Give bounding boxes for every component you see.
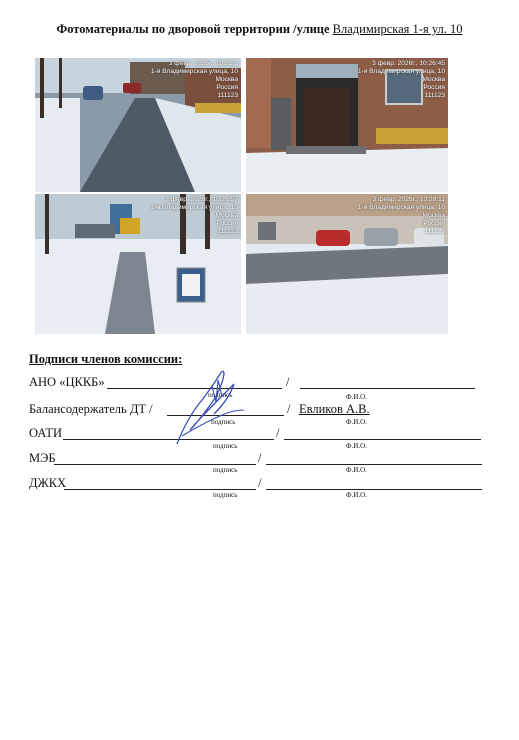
signatures-heading: Подписи членов комиссии: bbox=[29, 352, 183, 366]
caption-fio: Ф.И.О. bbox=[346, 491, 367, 499]
signature-line-dzhkkh[interactable] bbox=[64, 489, 256, 490]
caption-signature: подпись bbox=[208, 391, 233, 399]
photo-timestamp: 3 февр. 2026г., 10:25:3 1-я Владимирская улица, 10 Москва Россия 111123 bbox=[150, 60, 238, 99]
handwritten-signature bbox=[172, 366, 252, 448]
photo-parking bbox=[246, 194, 448, 334]
slash: / bbox=[286, 375, 290, 389]
title-address: Владимирская 1-я ул. 10 bbox=[332, 22, 463, 36]
photo-timestamp: 3 февр. 2026г., 10:26:57 1-я Владимирская улица, 10 Москва Россия 111123 bbox=[150, 196, 238, 235]
title-text: Фотоматериалы по дворовой территории /улице bbox=[56, 22, 330, 36]
fio-line-ano[interactable] bbox=[300, 388, 475, 389]
page-title bbox=[0, 22, 519, 37]
slash: / bbox=[258, 451, 262, 465]
caption-signature: подпись bbox=[213, 442, 238, 450]
slash: / bbox=[287, 402, 291, 416]
caption-signature: подпись bbox=[213, 491, 238, 499]
photo-yard-path bbox=[35, 58, 241, 192]
caption-fio: Ф.И.О. bbox=[346, 418, 367, 426]
fio-line-meb[interactable] bbox=[266, 464, 482, 465]
slash: / bbox=[276, 426, 280, 440]
photo-timestamp: 3 февр. 2026г., 10:28:11 1-я Владимирская улица, 10 Москва Россия 111123 bbox=[357, 196, 445, 235]
caption-signature: подпись bbox=[211, 418, 236, 426]
fio-line-oati[interactable] bbox=[284, 439, 481, 440]
signature-line-meb[interactable] bbox=[54, 464, 256, 465]
balance-holder-name: Евликов А.В. bbox=[299, 402, 370, 416]
row-label-dzhkkh: ДЖКХ bbox=[29, 476, 67, 490]
row-label-oati: ОАТИ bbox=[29, 426, 62, 440]
row-label-ano: АНО «ЦККБ» bbox=[29, 375, 105, 389]
fio-line-dzhkkh[interactable] bbox=[266, 489, 482, 490]
slash: / bbox=[258, 476, 262, 490]
caption-fio: Ф.И.О. bbox=[346, 393, 367, 401]
caption-fio: Ф.И.О. bbox=[346, 466, 367, 474]
caption-fio: Ф.И.О. bbox=[346, 442, 367, 450]
photo-playground bbox=[35, 194, 241, 334]
row-label-meb: МЭБ bbox=[29, 451, 56, 465]
caption-signature: подпись bbox=[213, 466, 238, 474]
photo-timestamp: 3 февр. 2026г., 10:26:45 1-я Владимирская улица, 10 Москва Россия 111123 bbox=[357, 60, 445, 99]
row-label-balance-holder: Балансодержатель ДТ / bbox=[29, 402, 153, 416]
photo-building-entrance bbox=[246, 58, 448, 192]
